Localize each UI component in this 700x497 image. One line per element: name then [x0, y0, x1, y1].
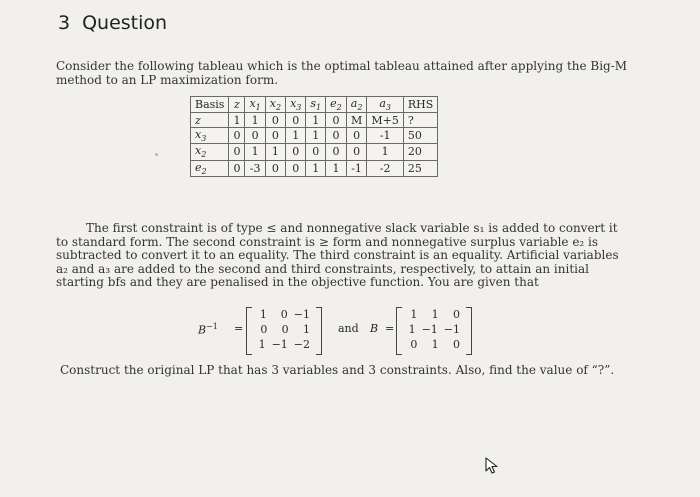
matrix-row [252, 323, 316, 337]
variable-subscript: 2 [201, 150, 207, 160]
basis-cell [191, 113, 229, 128]
matrix-entry: 0 [280, 308, 288, 321]
variable-subscript: 2 [357, 103, 363, 113]
variable-subscript: 2 [201, 166, 207, 176]
tableau-cell: -1 [367, 128, 403, 144]
tableau-cell: 1 [326, 160, 347, 176]
tableau-header-row [191, 97, 438, 113]
tableau-cell: M+5 [367, 113, 403, 128]
rhs-cell: ? [403, 113, 437, 128]
matrix-row [252, 338, 316, 352]
matrix-entry: −1 [421, 323, 438, 336]
and-text: and [338, 322, 359, 335]
b-matrix [396, 306, 472, 356]
header-a3-text: $a_3$ [379, 97, 391, 113]
tableau-cell: 0 [265, 128, 285, 144]
stray-dot [155, 153, 158, 156]
header-z [229, 97, 245, 113]
tableau-cell: 1 [245, 113, 265, 128]
equals-sign-2: = [385, 322, 395, 335]
basis-cell [191, 160, 229, 176]
matrix-equation [0, 306, 700, 358]
variable-subscript: 3 [296, 103, 302, 113]
basis-cell [191, 144, 229, 160]
variable-subscript: 2 [275, 103, 282, 113]
basis-label: $x_3$ [195, 128, 207, 144]
header-a3 [367, 97, 403, 113]
matrix-row [402, 308, 466, 322]
tableau-cell: 0 [326, 113, 347, 128]
intro-text: Consider the following tableau which is the optimal tableau attained after applying the Big-M method to an LP maximization form. [56, 59, 628, 87]
tableau-cell: 1 [245, 144, 265, 160]
basis-label: $e_2$ [195, 160, 207, 176]
header-s1 [306, 97, 326, 113]
question-heading [58, 12, 167, 34]
matrix-entry: 1 [431, 338, 439, 351]
rhs-cell: 50 [403, 128, 437, 144]
right-bracket [466, 307, 472, 355]
tableau-cell: 0 [286, 160, 306, 176]
tableau-row-e2 [191, 160, 438, 176]
header-e2-text: $e_2$ [330, 97, 342, 113]
closing-instruction: Construct the original LP that has 3 variables and 3 constraints. Also, find the value of “?”. [60, 363, 615, 377]
basis-label: z [195, 113, 201, 127]
binv-matrix [246, 306, 322, 356]
matrix-entry: −1 [293, 308, 310, 321]
rhs-cell: 20 [403, 144, 437, 160]
tableau-cell: 1 [306, 128, 326, 144]
tableau-cell: 0 [306, 144, 326, 160]
header-rhs: RHS [403, 97, 437, 113]
header-basis: Basis [191, 97, 229, 113]
matrix-entry: 0 [452, 338, 460, 351]
matrix-entry: 0 [410, 338, 418, 351]
tableau-cell: 0 [346, 128, 367, 144]
variable-subscript: 2 [336, 103, 342, 113]
header-e2 [326, 97, 347, 113]
matrix-entry: 1 [258, 338, 266, 351]
tableau-cell: 1 [286, 128, 306, 144]
binv-label [198, 322, 218, 337]
tableau-cell: 1 [306, 160, 326, 176]
matrix-entry: 1 [431, 308, 439, 321]
body-text-content: The first constraint is of type ≤ and nonnegative slack variable s₁ is added to convert it to standard form. The second constraint is ≥ form and nonnegative surplus variable e₂ is subtracted to convert it to an equality. The third constraint is an equality. Artificial variables a₂ and a₃ are added to the second and third constraints, respectively, to attain an initial starting bfs and they are penalised in the objective function. You are given that [56, 221, 619, 290]
basis-cell [191, 128, 229, 144]
tableau-cell: 0 [326, 144, 347, 160]
matrix-entry: −2 [293, 338, 310, 351]
tableau-cell: 0 [326, 128, 347, 144]
variable-subscript: 3 [201, 134, 207, 144]
tableau-cell: 1 [367, 144, 403, 160]
tableau-cell: 0 [229, 128, 245, 144]
matrix-row [252, 308, 316, 322]
tableau-row-x2 [191, 144, 438, 160]
matrix-entry: −1 [443, 323, 460, 336]
tableau-cell: 1 [229, 113, 245, 128]
matrix-entry: 1 [259, 308, 267, 321]
header-x2 [265, 97, 285, 113]
header-z-text: z [234, 98, 240, 112]
matrix-entry: 0 [260, 323, 268, 336]
variable-subscript: 3 [385, 103, 391, 113]
header-a2-text: $a_2$ [350, 97, 363, 113]
tableau-cell: M [346, 113, 367, 128]
tableau-cell: -2 [367, 160, 403, 176]
header-x3 [286, 97, 306, 113]
right-bracket [316, 307, 322, 355]
variable-subscript: 1 [255, 103, 261, 113]
header-a2 [346, 97, 367, 113]
equals-sign-1: = [234, 322, 244, 335]
tableau-row-z [191, 113, 438, 128]
tableau-cell: 0 [265, 113, 285, 128]
tableau-cell: -3 [245, 160, 265, 176]
b-letter: B [370, 322, 379, 335]
tableau-cell: 0 [346, 144, 367, 160]
matrix-entry: 1 [410, 308, 418, 321]
matrix-row [402, 323, 466, 337]
tableau-cell: 0 [286, 113, 306, 128]
header-x2-text: $x_2$ [269, 97, 282, 113]
binv-letter: B [198, 323, 207, 337]
matrix-entry: 1 [408, 323, 416, 336]
b-label [370, 322, 378, 335]
header-x1-text: $x_1$ [249, 97, 261, 113]
tableau-cell: 0 [229, 144, 245, 160]
matrix-entry: 0 [452, 308, 460, 321]
question-title: Question [82, 12, 168, 34]
matrix-entry: −1 [271, 338, 288, 351]
tableau-cell: 0 [229, 160, 245, 176]
basis-label: $x_2$ [195, 144, 207, 160]
header-s1-text: $s_1$ [310, 97, 322, 113]
matrix-row [402, 338, 466, 352]
body-text [56, 222, 620, 290]
question-number: 3 [58, 12, 71, 34]
matrix-entry: 1 [302, 323, 310, 336]
optimal-tableau [190, 96, 438, 177]
tableau-cell: 0 [286, 144, 306, 160]
tableau-row-x3 [191, 128, 438, 144]
variable-subscript: 1 [316, 103, 322, 113]
header-x3-text: $x_3$ [290, 97, 302, 113]
tableau-cell: 0 [245, 128, 265, 144]
binv-superscript: −1 [206, 322, 218, 331]
tableau-cell: -1 [346, 160, 367, 176]
matrix-entry: 0 [281, 323, 289, 336]
mouse-pointer-icon [485, 457, 499, 475]
tableau-cell: 1 [306, 113, 326, 128]
header-x1 [245, 97, 265, 113]
tableau-cell: 1 [265, 144, 285, 160]
rhs-cell: 25 [403, 160, 437, 176]
tableau-cell: 0 [265, 160, 285, 176]
